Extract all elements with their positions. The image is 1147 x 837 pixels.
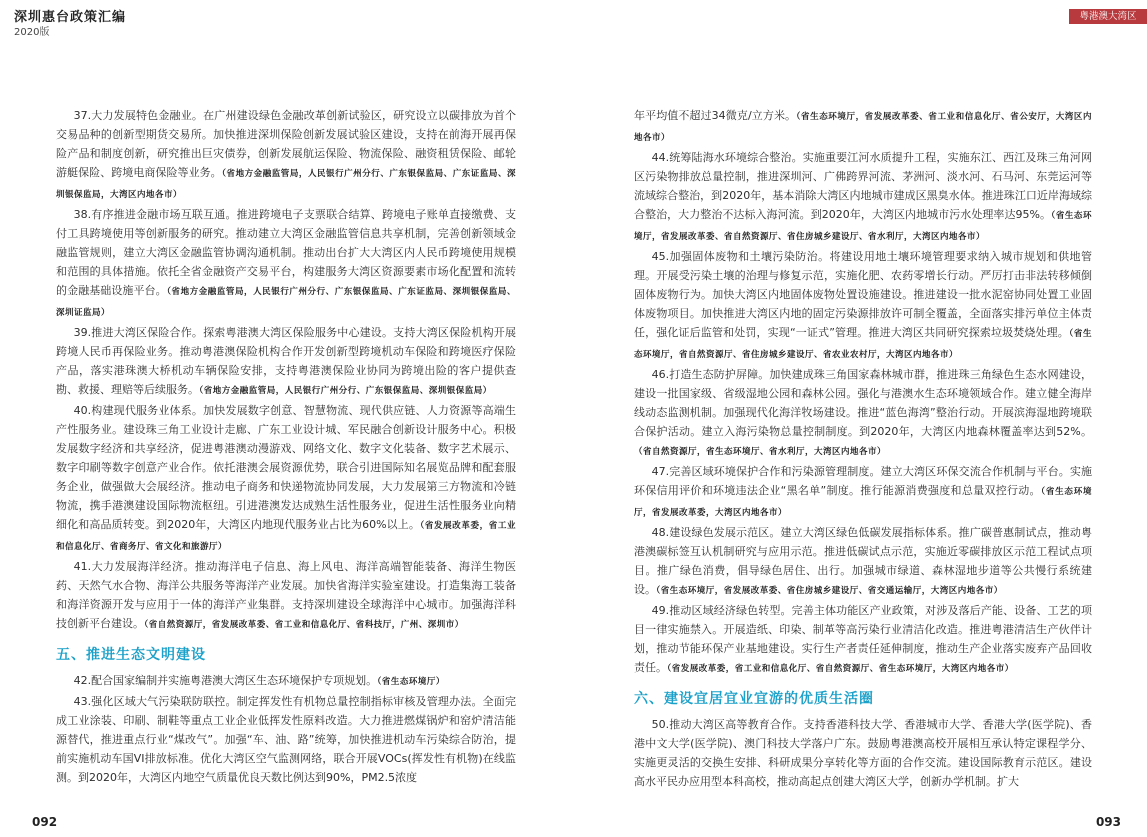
book-header-year: 2020版 [14, 27, 50, 38]
item-text: 45.加强固体废物和土壤污染防治。将建设用地土壤环境管理要求纳入城市规划和供地管理。开展受污染土壤的治理与修复示范，实施化肥、农药零增长行动。严厉打击非法转移倾倒固体废物行为。加快大湾区内地固体废物处置设施建设。推进建设一批水泥窑协同处置工业固体废物项目。加快推进大湾区内地的固定污染源排放许可制全覆盖，全面落实排污单位主体责任，强化证后监管和处罚，实现“一证式”管理。推进大湾区共同研究探索垃圾焚烧处理。 [634, 250, 1092, 339]
item-departments: （省地方金融监管局，人民银行广州分行、广东银保监局、深圳银保监局） [199, 386, 492, 396]
item-text: 38.有序推进金融市场互联互通。推进跨境电子支票联合结算、跨境电子账单直接缴费、支付工具跨境使用等创新服务的研究。推动建立大湾区金融监管信息共享机制，完善创新领域金融监管规则，建立大湾区金融监管协调沟通机制。推动出台扩大大湾区内人民币跨境使用规模和范围的具体措施。依托全省金融资产交易平台，构建服务大湾区资源要素市场化配置和流转的金融基础设施平台。 [56, 208, 516, 297]
item-departments: （省生态环境厅，省发展改革委、省自然资源厅、省住房城乡建设厅、省水利厅，大湾区内地各市） [634, 211, 1092, 242]
item-text: 39.推进大湾区保险合作。探索粤港澳大湾区保险服务中心建设。支持大湾区保险机构开展跨境人民币再保险业务。推动粤港澳保险机构合作开发创新型跨境机动车保险和跨境医疗保险产品，落实港珠澳大桥机动车辆保险安排，支持粤港澳保险业协同为跨境出险的客户提供查勘、救援、理赔等后续服务。 [56, 326, 516, 396]
item-departments: （省生态环境厅） [377, 677, 445, 687]
item-49 [634, 601, 1092, 679]
chapter-tag: 粤港澳大湾区 [1069, 9, 1147, 24]
right-page [634, 106, 1092, 791]
item-43 [56, 692, 516, 787]
item-45 [634, 247, 1092, 365]
item-departments: （省生态环境厅，省自然资源厅、省住房城乡建设厅、省农业农村厅，大湾区内地各市） [634, 329, 1092, 360]
item-text: 44.统筹陆海水环境综合整治。实施重要江河水质提升工程，实施东江、西江及珠三角河网区污染物排放总量控制，推进深圳河、广佛跨界河流、茅洲河、淡水河、石马河、东莞运河等流域综合整治，到2020年，基本消除大湾区内地城市建成区黑臭水体。推进珠江口近岸海域综合整治，大力整治不达标入海河流。到2020年，大湾区内地城市污水处理率达95%。 [634, 151, 1092, 221]
item-text: 42.配合国家编制并实施粤港澳大湾区生态环境保护专项规划。 [73, 674, 378, 687]
item-departments: （省地方金融监管局，人民银行广州分行、广东银保监局、广东证监局、深圳银保监局、深圳证监局） [56, 287, 517, 318]
item-departments: （省生态环境厅，省发展改革委、省工业和信息化厅、省公安厅，大湾区内地各市） [634, 112, 1092, 143]
item-departments: （省发展改革委，省工业和信息化厅、省自然资源厅、省生态环境厅，大湾区内地各市） [667, 664, 1014, 674]
item-41 [56, 557, 516, 635]
page-number-left: 092 [32, 815, 58, 829]
item-departments: （省自然资源厅，省生态环境厅、省水利厅，大湾区内地各市） [634, 447, 887, 457]
item-37 [56, 106, 516, 205]
section-heading-ecology: 五、推进生态文明建设 [56, 647, 206, 663]
item-departments: （省发展改革委，省工业和信息化厅、省商务厅、省文化和旅游厅） [56, 521, 516, 552]
item-text: 50.推动大湾区高等教育合作。支持香港科技大学、香港城市大学、香港大学(医学院)、香港中文大学(医学院)、澳门科技大学落户广东。鼓励粤港澳高校开展相互承认特定课程学分、实施更灵活的交换生安排、科研成果分享转化等方面的合作交流。建设国际教育示范区。建设高水平民办应用型本科高校，推动高起点创建大湾区大学，创新办学机制。扩大 [634, 718, 1092, 788]
item-40 [56, 401, 516, 557]
item-text: 49.推动区域经济绿色转型。完善主体功能区产业政策，对涉及落后产能、设备、工艺的项目一律实施禁入。开展造纸、印染、制革等高污染行业清洁化改造。推进粤港清洁生产伙伴计划，推动节能环保产业基地建设。实行生产者责任延伸制度，推动生产企业落实废弃产品回收责任。 [634, 604, 1092, 674]
item-38 [56, 205, 516, 323]
item-43-continued [634, 106, 1092, 148]
item-departments: （省生态环境厅，省发展改革委，大湾区内地各市） [634, 487, 1092, 518]
item-departments: （省地方金融监管局，人民银行广州分行、广东银保监局、广东证监局、深圳银保监局，大湾区内地各市） [56, 169, 516, 200]
book-header-title: 深圳惠台政策汇编 [14, 10, 127, 25]
item-44 [634, 148, 1092, 247]
left-page [56, 106, 516, 787]
item-departments: （省生态环境厅，省发展改革委、省住房城乡建设厅、省交通运输厅，大湾区内地各市） [656, 586, 1003, 596]
item-text: 37.大力发展特色金融业。在广州建设绿色金融改革创新试验区，研究设立以碳排放为首个交易品种的创新型期货交易所。加快推进深圳保险创新发展试验区建设，支持在前海开展再保险产品和制度创新，研究推出巨灾债券，创新发展航运保险、物流保险、融资租赁保险、邮轮游艇保险、跨境电商保险等业务。 [56, 109, 516, 179]
item-text: 年平均值不超过34微克/立方米。 [634, 109, 797, 122]
item-39 [56, 323, 516, 401]
item-text: 43.强化区域大气污染联防联控。制定挥发性有机物总量控制指标审核及管理办法。全面完成工业涂装、印刷、制鞋等重点工业企业低挥发性原料改造。大力推进燃煤锅炉和窑炉清洁能源替代，推进重点行业“煤改气”。加强“车、油、路”统筹，加快推进机动车污染综合防治，提前实施机动车国VI排放标准。优化大湾区空气监测网络，联合开展VOCs(挥发性有机物)在线监测。到2020年，大湾区内地空气质量优良天数比例达到90%，PM2.5浓度 [56, 695, 516, 784]
item-50 [634, 715, 1092, 791]
item-departments: （省自然资源厅，省发展改革委、省工业和信息化厅、省科技厅，广州、深圳市） [144, 620, 464, 630]
item-text: 40.构建现代服务业体系。加快发展数字创意、智慧物流、现代供应链、人力资源等高端生产性服务业。建设珠三角工业设计走廊、广东工业设计城、军民融合创新设计服务中心。积极发展数字经济和共享经济，促进粤港澳动漫游戏、网络文化、数字文化装备、数字艺术展示、数字印刷等数字创意产业合作。依托港澳会展资源优势，联合引进国际知名展览品牌和配套服务企业，做强做大会展经济。推动电子商务和快递物流协同发展，大力发展第三方物流和冷链物流，携手港澳建设国际物流枢纽。引进港澳发达成熟生活性服务业，促进生活性服务业向精细化和高品质转变。到2020年，大湾区内地现代服务业占比为60%以上。 [56, 404, 516, 531]
page-number-right: 093 [1095, 815, 1121, 829]
item-text: 48.建设绿色发展示范区。建立大湾区绿色低碳发展指标体系。推广碳普惠制试点，推动粤港澳碳标签互认机制研究与应用示范。推进低碳试点示范，实施近零碳排放区示范工程试点项目。推广绿色消费，倡导绿色居住、出行。加强城市绿道、森林湿地步道等公共慢行系统建设。 [634, 526, 1092, 596]
section-heading-quality-life: 六、建设宜居宜业宜游的优质生活圈 [634, 691, 874, 707]
item-text: 46.打造生态防护屏障。加快建成珠三角国家森林城市群，推进珠三角绿色生态水网建设，建设一批国家级、省级湿地公园和森林公园。强化与港澳水生态环境领域合作。建立健全海岸线动态监测机制。加强现代化海洋牧场建设。推进“蓝色海湾”整治行动。开展滨海湿地跨境联合保护活动。建立入海污染物总量控制制度。到2020年，大湾区内地森林覆盖率达到52%。 [634, 368, 1092, 438]
item-text: 41.大力发展海洋经济。推动海洋电子信息、海上风电、海洋高端智能装备、海洋生物医药、天然气水合物、海洋公共服务等海洋产业发展。加快省海洋实验室建设。打造集海工装备和海洋资源开发与应用于一体的海洋产业集群。支持深圳建设全球海洋中心城市。加强海洋科技创新平台建设。 [56, 560, 516, 630]
item-46 [634, 365, 1092, 462]
item-47 [634, 462, 1092, 523]
item-text: 47.完善区域环境保护合作和污染源管理制度。建立大湾区环保交流合作机制与平台。实施环保信用评价和环境违法企业“黑名单”制度。推行能源消费强度和总量双控行动。 [634, 465, 1092, 497]
item-48 [634, 523, 1092, 601]
item-42 [56, 671, 516, 692]
